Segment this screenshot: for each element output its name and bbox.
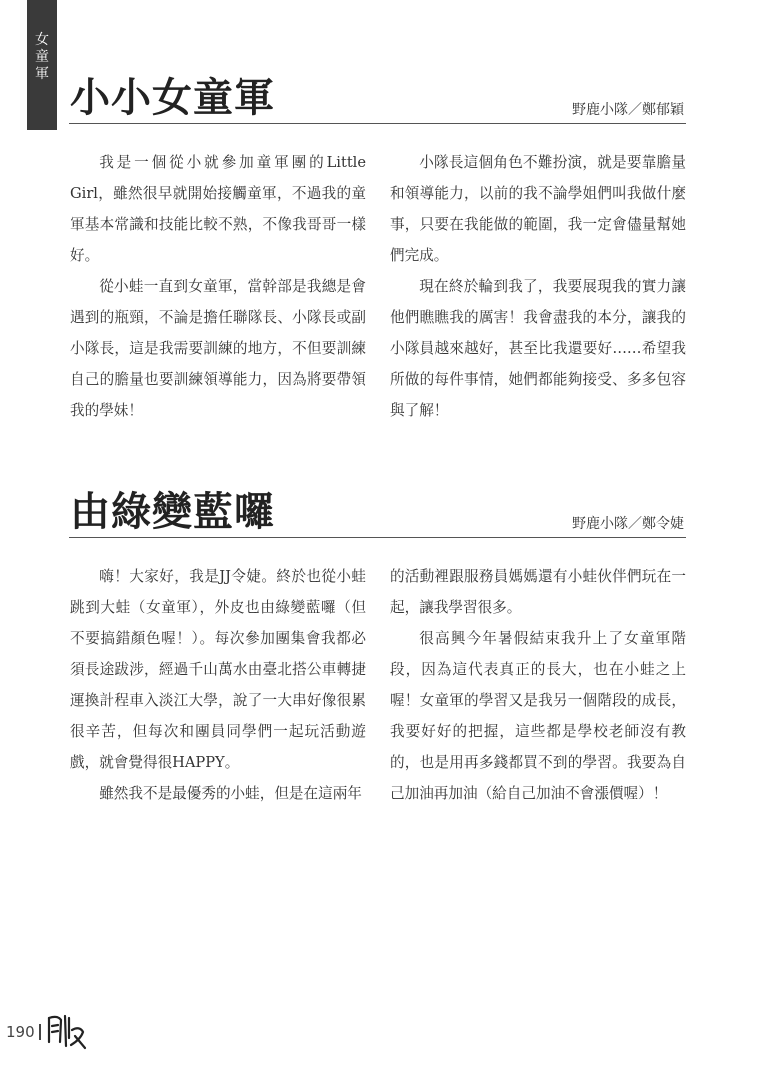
article-byline: 野鹿小隊／鄭郁穎 — [572, 102, 684, 118]
article-title: 由綠變藍囉 — [70, 488, 275, 535]
article-byline: 野鹿小隊／鄭令婕 — [572, 516, 684, 532]
section-tab — [27, 0, 57, 130]
page-number: 190 — [6, 1024, 41, 1040]
page-footer — [0, 1012, 89, 1052]
paragraph: 的活動裡跟服務員媽媽還有小蛙伙伴們玩在一起，讓我學習很多。 — [390, 568, 686, 616]
paragraph: 現在終於輪到我了，我要展現我的實力讓他們瞧瞧我的厲害！我會盡我的本分，讓我的小隊員越來越好，甚至比我還要好……希望我所做的每件事情，她們都能夠接受、多多包容與了解！ — [390, 278, 686, 419]
article-right-column — [390, 561, 686, 809]
section-tab-char: 女 — [35, 32, 49, 48]
paragraph: 從小蛙一直到女童軍，當幹部是我總是會遇到的瓶頸，不論是擔任聯隊長、小隊長或副小隊長，這是我需要訓練的地方，不但要訓練自己的膽量也要訓練領導能力，因為將要帶領我的學妹！ — [70, 278, 366, 419]
paragraph: 很高興今年暑假結束我升上了女童軍階段，因為這代表真正的長大，也在小蛙之上喔！女童軍的學習又是我另一個階段的成長，我要好好的把握，這些都是學校老師沒有教的，也是用再多錢都買不到的學習。我要為自己加油再加油（給自己加油不會漲價喔）！ — [390, 630, 686, 802]
article-title: 小小女童軍 — [70, 74, 275, 121]
paragraph: 小隊長這個角色不難扮演，就是要靠膽量和領導能力，以前的我不論學姐們叫我做什麼事，只要在我能做的範圍，我一定會儘量幫她們完成。 — [390, 154, 686, 264]
paragraph: 雖然我不是最優秀的小蛙，但是在這兩年 — [99, 785, 362, 802]
section-tab-char: 童 — [35, 49, 49, 65]
article-right-column — [390, 147, 686, 426]
publication-logo — [45, 1012, 89, 1052]
article-left-column — [70, 147, 366, 426]
paragraph: 嗨！大家好，我是JJ令婕。終於也從小蛙跳到大蛙（女童軍），外皮也由綠變藍囉（但不要搞錯顏色喔！）。每次參加團集會我都必須長途跋涉，經過千山萬水由臺北搭公車轉捷運換計程車入淡江大學，說了一大串好像很累很辛苦，但每次和團員同學們一起玩活動遊戲，就會覺得很HAPPY。 — [70, 568, 366, 771]
title-rule — [69, 537, 686, 538]
article-left-column — [70, 561, 366, 809]
section-tab-char: 軍 — [35, 66, 49, 82]
paragraph: 我是一個從小就參加童軍團的Little Girl，雖然很早就開始接觸童軍，不過我的童軍基本常識和技能比較不熟，不像我哥哥一樣好。 — [70, 154, 366, 264]
title-rule — [69, 123, 686, 124]
